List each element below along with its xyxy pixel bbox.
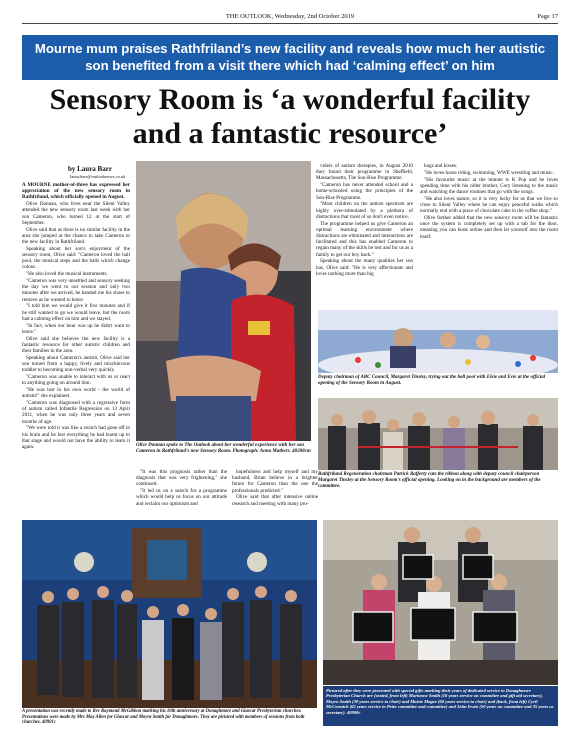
gifts-caption: Pictured after they were presented with special gifts marking their years of dedicated service to Donaghmore Presbyterian Church are (seated, from left) Marianne Smith (16 years service on committee and gift aid secretary), Moyra Smith (30 years service to choir) and Maisie Magee (60 years service to choir) and (back, from left) Cyril McCormick (65 years service to Prize committee and committee) and John Irwin (50 years on committee and 35 years as secretary). 40908c	[323, 686, 558, 726]
article-paragraph: Speaking about Cameron's autism, Olive said her son turned from a happy, lively and mischievous toddler to becoming non-verbal very quickly.	[22, 354, 130, 374]
church-photo	[22, 520, 317, 708]
main-photo-caption: Olive Donnan spoke to The Outlook about her wonderful experience with her son Cameron in Rathfriland's new Sensory Room. Photograph: Anna Mathers. 40208cm	[136, 443, 311, 454]
article-paragraph: Speaking about the many qualities her son has, Olive said: "He is very affectionate and loves nothing more than big	[316, 258, 413, 277]
page-header	[22, 12, 558, 24]
article-paragraph: "It led us on a search for a programme which would help us focus on our attitude and reclaim our optimism and	[136, 488, 227, 507]
article-paragraph: "His favourite music at the minute is K Pop and he loves spending time with his older brother, Cory listening to the music and watching the dance routines that go with the songs.	[420, 176, 558, 195]
article-paragraph: Olive further added that the new sensory room will be fantastic once the system is completely set up with a tab for the door, meaning you can book online and then let yourself into the room itself.	[420, 215, 558, 240]
article-paragraph: "He also loved the musical instruments.	[26, 271, 108, 278]
article-column-4	[420, 163, 558, 313]
article-column-1	[22, 182, 130, 510]
article-column-2	[136, 469, 227, 511]
article-paragraph: Olive said that after intensive online research and meeting with many pro-	[232, 494, 318, 507]
headline-banner: Mourne mum praises Rathfriland’s new facility and reveals how much her autistic son benefited from a visit there which had ‘calming effect’ on him	[22, 35, 558, 80]
article-column-3	[316, 163, 413, 315]
article-paragraph: "Cameron was diagnosed with a regressive form of autism called Infantile Regression on 13 April 2011, when he was only three years and seven months of age.	[22, 400, 130, 425]
main-headline: Sensory Room is ‘a wonderful facility and a fantastic resource’	[49, 83, 531, 150]
article-paragraph: Olive said she believes the new facility is a fantastic resource for other autistic children and their families in the area.	[22, 335, 130, 355]
byline-email: laura.barr@outlooknews.co.uk	[70, 174, 126, 179]
ribbon-caption: Rathfriland Regeneration chairman Patrick Rafferty cuts the ribbon along with deputy council chairperson Margaret Tinsley at the Sensory Room's official opening. Looking on in the background are members of the committee.	[318, 472, 541, 489]
article-paragraph: "He also loves nature, so it is very lucky for us that we live so close to Silent Valley where he can enjoy peaceful walks which normally end with a piece of chocolate cake in the coffee shop."	[420, 195, 558, 215]
ball-pool-photo	[318, 310, 558, 373]
article-paragraph: "In fact, when our hour was up he didn't want to leave."	[22, 322, 130, 335]
article-paragraph: "Cameron was very unsettled and sensory seeking the day we went to our session and only two minutes after we arrived, he handed me his shoes to remove as he wanted to leave.	[22, 278, 130, 303]
byline: by Laura Barr	[68, 165, 112, 173]
church-caption: A presentation was recently made to Rev Raymond McGibbon marking his 10th anniversary at Donaghmore and Glascar Presbyterian churches. Presentations were made by Mrs May Allen for Glascar and Moyra Smith for Donaghmore. They are pictured with members of sessions from both churches. 40901c	[22, 709, 305, 726]
article-paragraph: viders of autism therapies, in August 2010 they found their programme in Sheffield, Massachusetts, The Son-Rise Programme.	[316, 163, 413, 182]
page-number: Page 17	[537, 13, 558, 20]
article-paragraph: "It was this prognosis rather than the diagnosis that was very frightening," she continued.	[136, 469, 227, 488]
article-paragraph: hopefulness and help myself and my husband, Brian believe in a brighter future for Cameron than the one the professionals predicted."	[232, 469, 318, 494]
article-paragraph: The programme helped us give Cameron an optimal learning environment where distractions are eliminated and interactions are facilitated and this has enabled Cameron to regain many of the skills he lost and for us as a family to get our boy back."	[316, 220, 413, 258]
ribbon-photo	[318, 398, 558, 470]
main-photo	[136, 161, 311, 441]
article-paragraph: "Cameron has never attended school and a home-schooled using the principles of the Son-Rise Programme.	[316, 182, 413, 201]
article-paragraph: Speaking about her son's enjoyment of the sensory room, Olive said: "Cameron loved the ball pool, the musical steps and the balls which change colour.	[22, 245, 130, 271]
article-paragraph: Olive said that as there is no similar facility in the area she jumped at the chance to take Cameron to the new facility in Rathfriland.	[22, 226, 130, 246]
article-paragraph: Olive Donnan, who lives near the Silent Valley attended the new sensory room last week with her son Cameron, who turned 12 at the start of September.	[22, 201, 130, 226]
article-paragraph: hugs and kisses.	[424, 163, 458, 169]
article-paragraph: A MOURNE mother-of-three has expressed her appreciation of the new sensory room in Rathfriland, which officially opened in August.	[22, 182, 130, 201]
article-paragraph: "I told him we would give it five minutes and if he still wanted to go we would leave, but the room had a calming effect on him and we stayed.	[22, 303, 130, 322]
article-paragraph: "Most children on the autism spectrum are highly over-stimulated by a plethora of distractions that most of us don't even notice.	[316, 201, 413, 220]
article-paragraph: "Cameron was unable to interact with us or react to anything going on around him.	[22, 374, 130, 387]
publication-date: THE OUTLOOK, Wednesday, 2nd October 2019	[225, 13, 355, 20]
article-column-2b	[232, 469, 318, 511]
gifts-photo	[323, 520, 558, 685]
ball-pool-caption: Deputy chairman of ABC Council, Margaret Tinsley, trying out the ball pool with Elsie and Evie at the official opening of the Sensory Room in August.	[318, 375, 546, 386]
article-paragraph: "He loves horse riding, swimming, WWE wrestling and music.	[424, 169, 554, 176]
article-paragraph: "He was lost in his own world - the world of autism!" she explained.	[22, 387, 130, 400]
article-paragraph: "We were told it was like a switch had gone off in his brain and he lost everything he had learnt up to that stage and would not have the ability to learn it again.	[22, 425, 130, 451]
